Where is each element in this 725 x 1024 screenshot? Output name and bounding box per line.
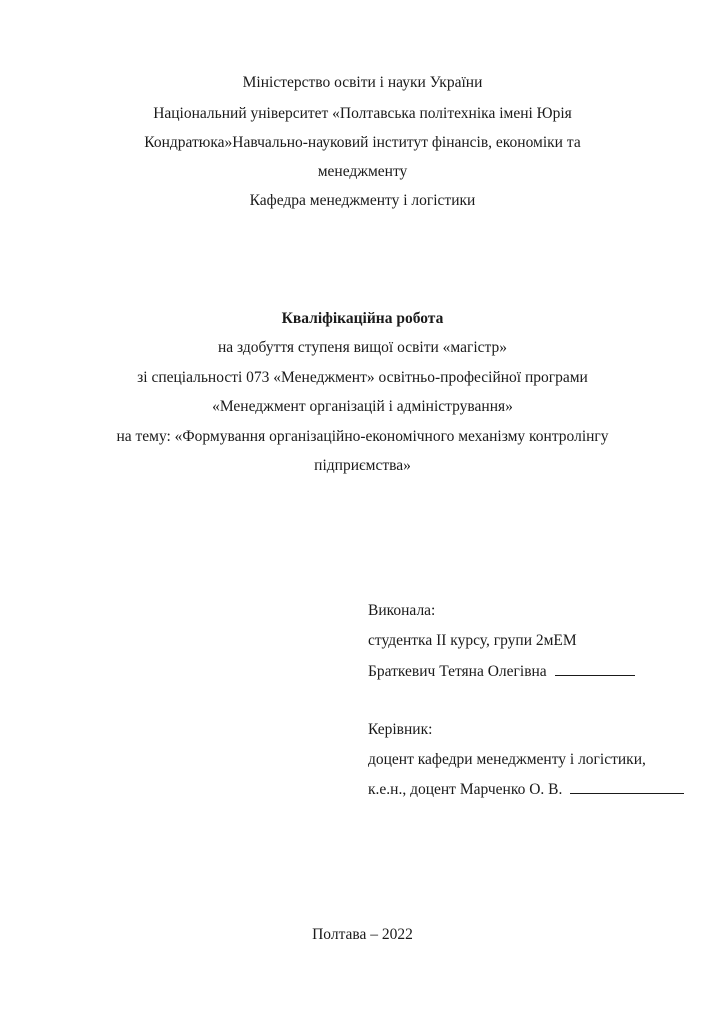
- author-label: Виконала:: [368, 602, 436, 619]
- topic-line-2: підприємства»: [314, 457, 411, 474]
- supervisor-signature-row: [368, 779, 684, 800]
- university-line-3: менеджменту: [317, 163, 408, 180]
- university-line-2: Кондратюка»Навчально-науковий інститут фінансів, економіки та: [144, 134, 581, 151]
- specialty-line: зі спеціальності 073 «Менеджмент» освітньо-професійної програми: [137, 369, 588, 386]
- author-signature-row: [368, 661, 635, 682]
- author-name: Браткевич Тетяна Олегівна: [368, 663, 547, 680]
- supervisor-label: Керівник:: [368, 721, 433, 738]
- department-line: Кафедра менеджменту і логістики: [249, 192, 476, 209]
- program-line: «Менеджмент організацій і адміністрування»: [212, 398, 513, 415]
- author-signature-line: [555, 661, 635, 676]
- supervisor-name: к.е.н., доцент Марченко О. В.: [368, 781, 563, 798]
- author-position: студентка II курсу, групи 2мЕМ: [368, 632, 577, 649]
- supervisor-position: доцент кафедри менеджменту і логістики,: [368, 751, 646, 768]
- ministry-line: Міністерство освіти і науки України: [242, 74, 483, 91]
- thesis-heading: Кваліфікаційна робота: [281, 310, 444, 327]
- university-line-1: Національний університет «Полтавська політехніка імені Юрія: [153, 105, 572, 122]
- topic-line-1: на тему: «Формування організаційно-економічного механізму контролінгу: [116, 428, 609, 445]
- city-year: Полтава – 2022: [312, 926, 413, 943]
- supervisor-signature-line: [570, 779, 684, 794]
- degree-line: на здобуття ступеня вищої освіти «магістр»: [218, 339, 507, 356]
